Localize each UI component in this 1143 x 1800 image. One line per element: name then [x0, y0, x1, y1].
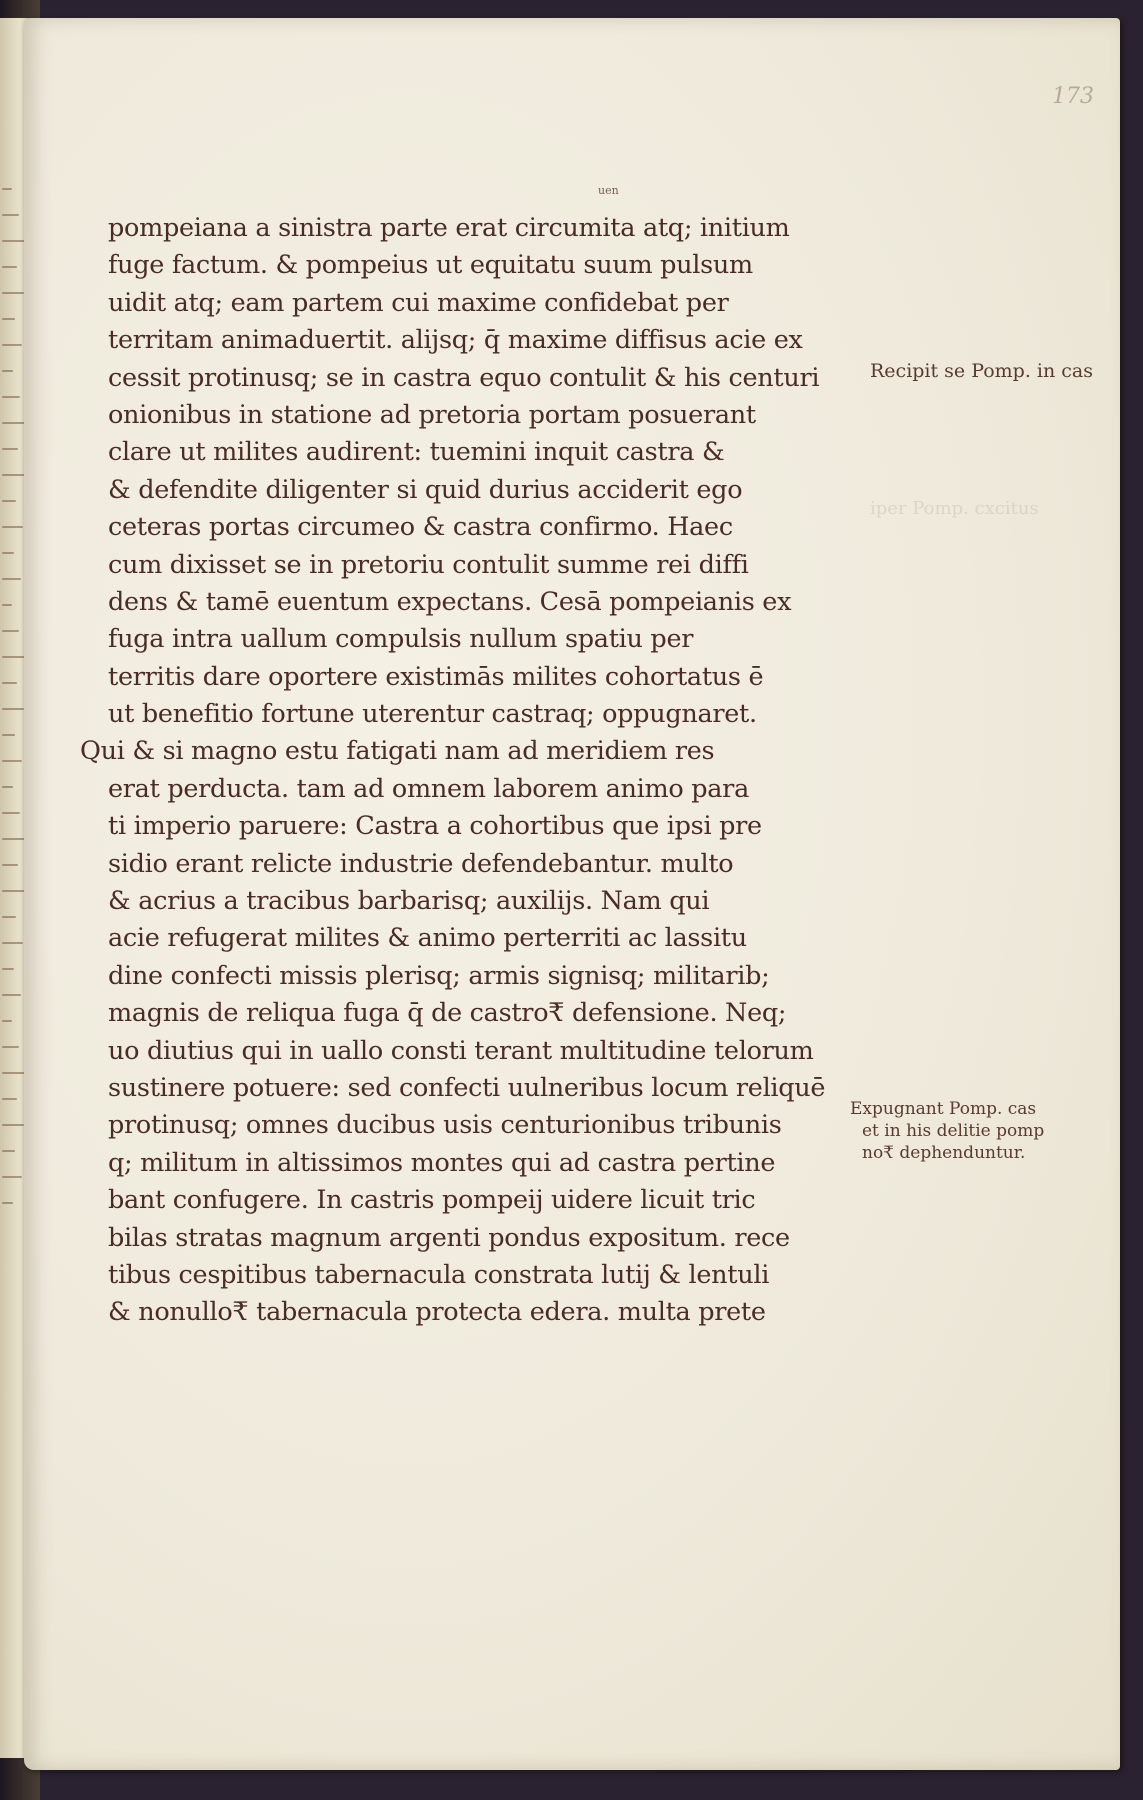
- text-line: & acrius a tracibus barbarisq; auxilijs. Nam qui: [108, 886, 710, 917]
- margin-note-recipit: Recipit se Pomp. in cas: [870, 360, 1093, 382]
- facing-page-ink-fragment: [2, 682, 17, 684]
- text-line: territis dare oportere existimās milites cohortatus ē: [108, 661, 764, 692]
- text-line: clare ut milites audirent: tuemini inquit castra &: [108, 437, 725, 468]
- text-line: & defendite diligenter si quid durius acciderit ego: [108, 474, 743, 505]
- margin-note-line: Expugnant Pomp. cas: [850, 1099, 1037, 1119]
- margin-note-expugnant: [850, 1098, 1120, 1164]
- text-line: protinusq; omnes ducibus usis centurionibus tribunis: [108, 1110, 782, 1141]
- facing-page-ink-fragment: [2, 1176, 22, 1178]
- text-line: ut benefitio fortune uterentur castraq; oppugnaret.: [108, 699, 757, 730]
- margin-note-line: et in his delitie pomp: [862, 1121, 1045, 1141]
- facing-page-ink-fragment: [2, 1124, 24, 1126]
- facing-page-ink-fragment: [2, 1098, 17, 1100]
- facing-page-ink-fragment: [2, 474, 25, 476]
- facing-page-ink-fragment: [2, 1020, 12, 1022]
- text-line: & nonullo₹ tabernacula protecta edera. multa prete: [108, 1297, 766, 1328]
- text-line-initial: Qui & si magno estu fatigati nam ad meridiem res: [80, 736, 715, 767]
- facing-page-ink-fragment: [2, 916, 16, 918]
- text-line: territam animaduertit. alijsq; q̄ maxime diffisus acie ex: [108, 325, 803, 356]
- facing-page-ink-fragment: [2, 1150, 15, 1152]
- facing-page-ink-fragment: [2, 448, 18, 450]
- margin-note-line: no₹ dephenduntur.: [862, 1143, 1026, 1163]
- text-line: dine confecti missis plerisq; armis signisq; militarib;: [108, 960, 770, 991]
- facing-page-ink-fragment: [2, 968, 14, 970]
- interlinear-gloss: uen: [598, 184, 619, 197]
- facing-page-ink-fragment: [2, 630, 19, 632]
- folio-number: 173: [1052, 84, 1094, 109]
- facing-page-ink-fragment: [2, 318, 15, 320]
- text-line: cessit protinusq; se in castra equo contulit & his centuri: [108, 362, 820, 393]
- facing-page-ink-fragment: [2, 994, 21, 996]
- facing-page-ink-fragment: [2, 214, 19, 216]
- facing-page-ink-fragment: [2, 396, 20, 398]
- facing-page-ink-fragment: [2, 578, 21, 580]
- facing-page-ink-fragment: [2, 1046, 19, 1048]
- text-line: magnis de reliqua fuga q̄ de castro₹ defensione. Neq;: [108, 998, 787, 1029]
- text-line: tibus cespitibus tabernacula constrata lutij & lentuli: [108, 1259, 770, 1290]
- margin-note-ghost: iper Pomp. cxcitus: [870, 498, 1039, 519]
- text-line: uo diutius qui in uallo consti terant multitudine telorum: [108, 1035, 814, 1066]
- facing-page-ink-fragment: [2, 890, 25, 892]
- text-line: ceteras portas circumeo & castra confirmo. Haec: [108, 512, 733, 543]
- text-line: q; militum in altissimos montes qui ad castra pertine: [108, 1147, 776, 1178]
- facing-page-ink-fragment: [2, 864, 18, 866]
- text-line: bant confugere. In castris pompeij uidere licuit tric: [108, 1185, 756, 1216]
- facing-page-ink-fragment: [2, 760, 22, 762]
- facing-page-ink-fragment: [2, 1072, 26, 1074]
- manuscript-page: [24, 18, 1120, 1770]
- facing-page-ink-fragment: [2, 552, 14, 554]
- text-line: fuga intra uallum compulsis nullum spatiu per: [108, 624, 694, 655]
- facing-page-ink-fragment: [2, 292, 24, 294]
- text-line: fuge factum. & pompeius ut equitatu suum pulsum: [108, 250, 753, 281]
- facing-page-ink-fragment: [2, 526, 23, 528]
- facing-page-ink-fragment: [2, 188, 12, 190]
- text-line: sidio erant relicte industrie defendebantur. multo: [108, 848, 734, 879]
- facing-page-ink-fragment: [2, 500, 16, 502]
- facing-page-ink-fragment: [2, 370, 13, 372]
- text-line: uidit atq; eam partem cui maxime confidebat per: [108, 287, 729, 318]
- text-line: sustinere potuere: sed confecti uulneribus locum reliquē: [108, 1072, 826, 1103]
- facing-page-ink-fragment: [2, 266, 17, 268]
- text-line: ti imperio paruere: Castra a cohortibus que ipsi pre: [108, 811, 762, 842]
- facing-page-ink-fragment: [2, 240, 26, 242]
- text-line: bilas stratas magnum argenti pondus expositum. rece: [108, 1222, 790, 1253]
- text-line: dens & tamē euentum expectans. Cesā pompeianis ex: [108, 586, 792, 617]
- facing-page-ink-fragment: [2, 344, 22, 346]
- facing-page-ink-fragment: [2, 812, 20, 814]
- text-line: acie refugerat milites & animo perterriti ac lassitu: [108, 923, 747, 954]
- facing-page-ink-fragment: [2, 786, 13, 788]
- text-line: onionibus in statione ad pretoria portam posuerant: [108, 399, 756, 430]
- text-line: pompeiana a sinistra parte erat circumita atq; initium: [108, 213, 790, 243]
- facing-page-ink-fragment: [2, 734, 15, 736]
- facing-page-ink-fragment: [2, 942, 23, 944]
- facing-page-ink-fragment: [2, 604, 12, 606]
- main-text-block: [80, 210, 878, 1332]
- text-line: cum dixisset se in pretoriu contulit summe rei diffi: [108, 549, 749, 580]
- facing-page-ink-fragment: [2, 1202, 13, 1204]
- text-line: erat perducta. tam ad omnem laborem animo para: [108, 773, 749, 804]
- facing-page-ink-fragment: [2, 656, 26, 658]
- facing-page-ink-fragment: [2, 708, 24, 710]
